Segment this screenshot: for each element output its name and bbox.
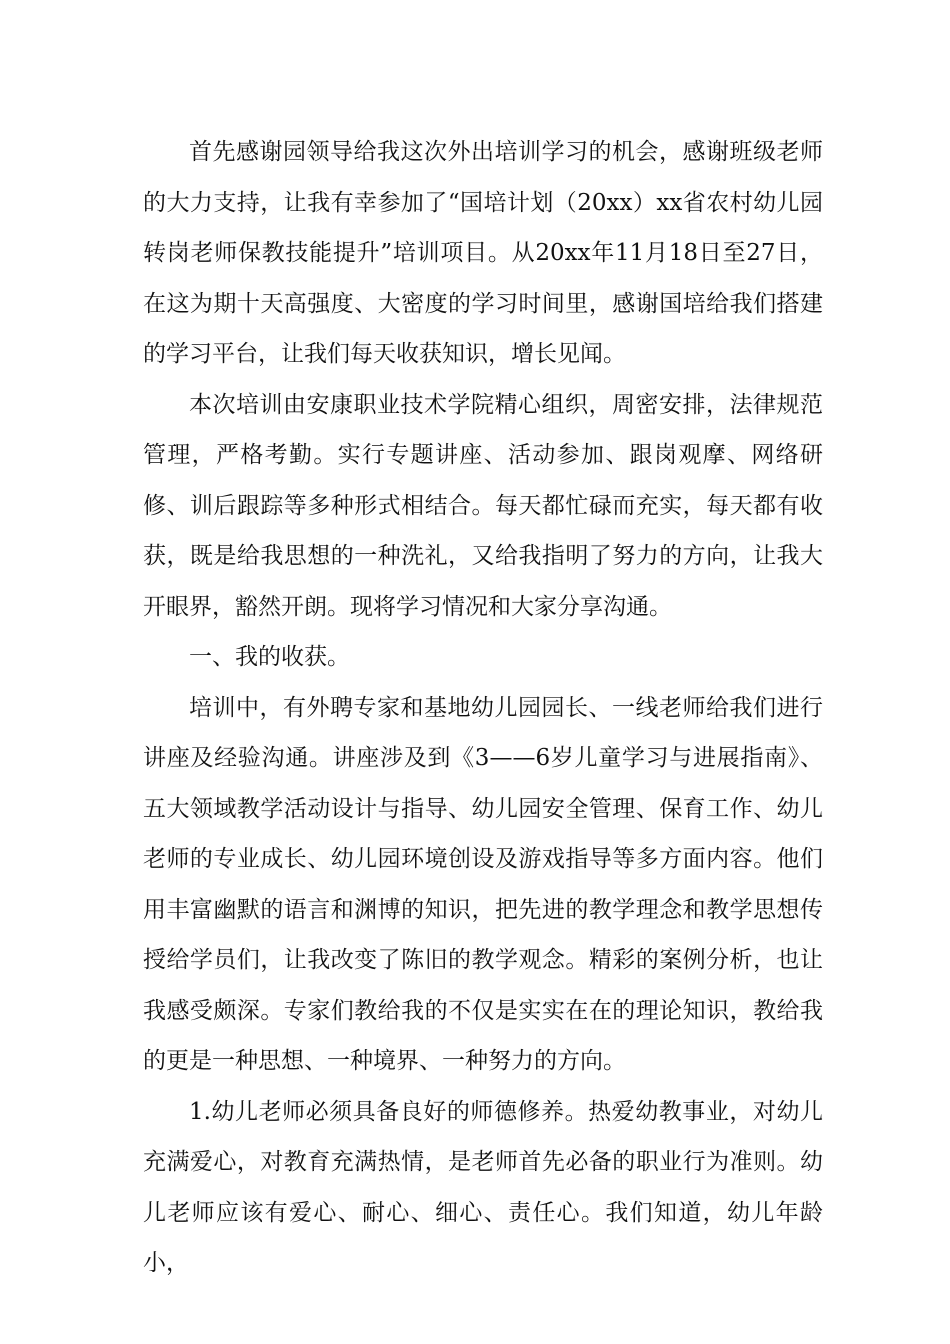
paragraph-point-1: 1.幼儿老师必须具备良好的师德修养。热爱幼教事业，对幼儿充满爱心，对教育充满热情，是老师首先必备的职业行为准则。幼儿老师应该有爱心、耐心、细心、责任心。我们知道，幼儿年龄小， [143, 1098, 823, 1276]
section-heading-gains: 一、我的收获。 [189, 644, 350, 670]
paragraph-lectures: 培训中，有外聘专家和基地幼儿园园长、一线老师给我们进行讲座及经验沟通。讲座涉及到《3——6岁儿童学习与进展指南》、五大领域教学活动设计与指导、幼儿园安全管理、保育工作、幼儿老师的专业成长、幼儿园环境创设及游戏指导等多方面内容。他们用丰富幽默的语言和渊博的知识，把先进的教学理念和教学思想传授给学员们，让我改变了陈旧的教学观念。精彩的案例分析，也让我感受颇深。专家们教给我的不仅是实实在在的理论知识，教给我的更是一种思想、一种境界、一种努力的方向。 [143, 694, 823, 1074]
paragraph-training-organization: 本次培训由安康职业技术学院精心组织，周密安排，法律规范管理，严格考勤。实行专题讲座、活动参加、跟岗观摩、网络研修、训后跟踪等多种形式相结合。每天都忙碌而充实，每天都有收获，既是给我思想的一种洗礼，又给我指明了努力的方向，让我大开眼界，豁然开朗。现将学习情况和大家分享沟通。 [143, 391, 823, 620]
paragraph-intro: 首先感谢园领导给我这次外出培训学习的机会，感谢班级老师的大力支持，让我有幸参加了“国培计划（20xx）xx省农村幼儿园转岗老师保教技能提升”培训项目。从20xx年11月18日至27日，在这为期十天高强度、大密度的学习时间里，感谢国培给我们搭建的学习平台，让我们每天收获知识，增长见闻。 [143, 139, 823, 367]
document-body [143, 127, 823, 1289]
